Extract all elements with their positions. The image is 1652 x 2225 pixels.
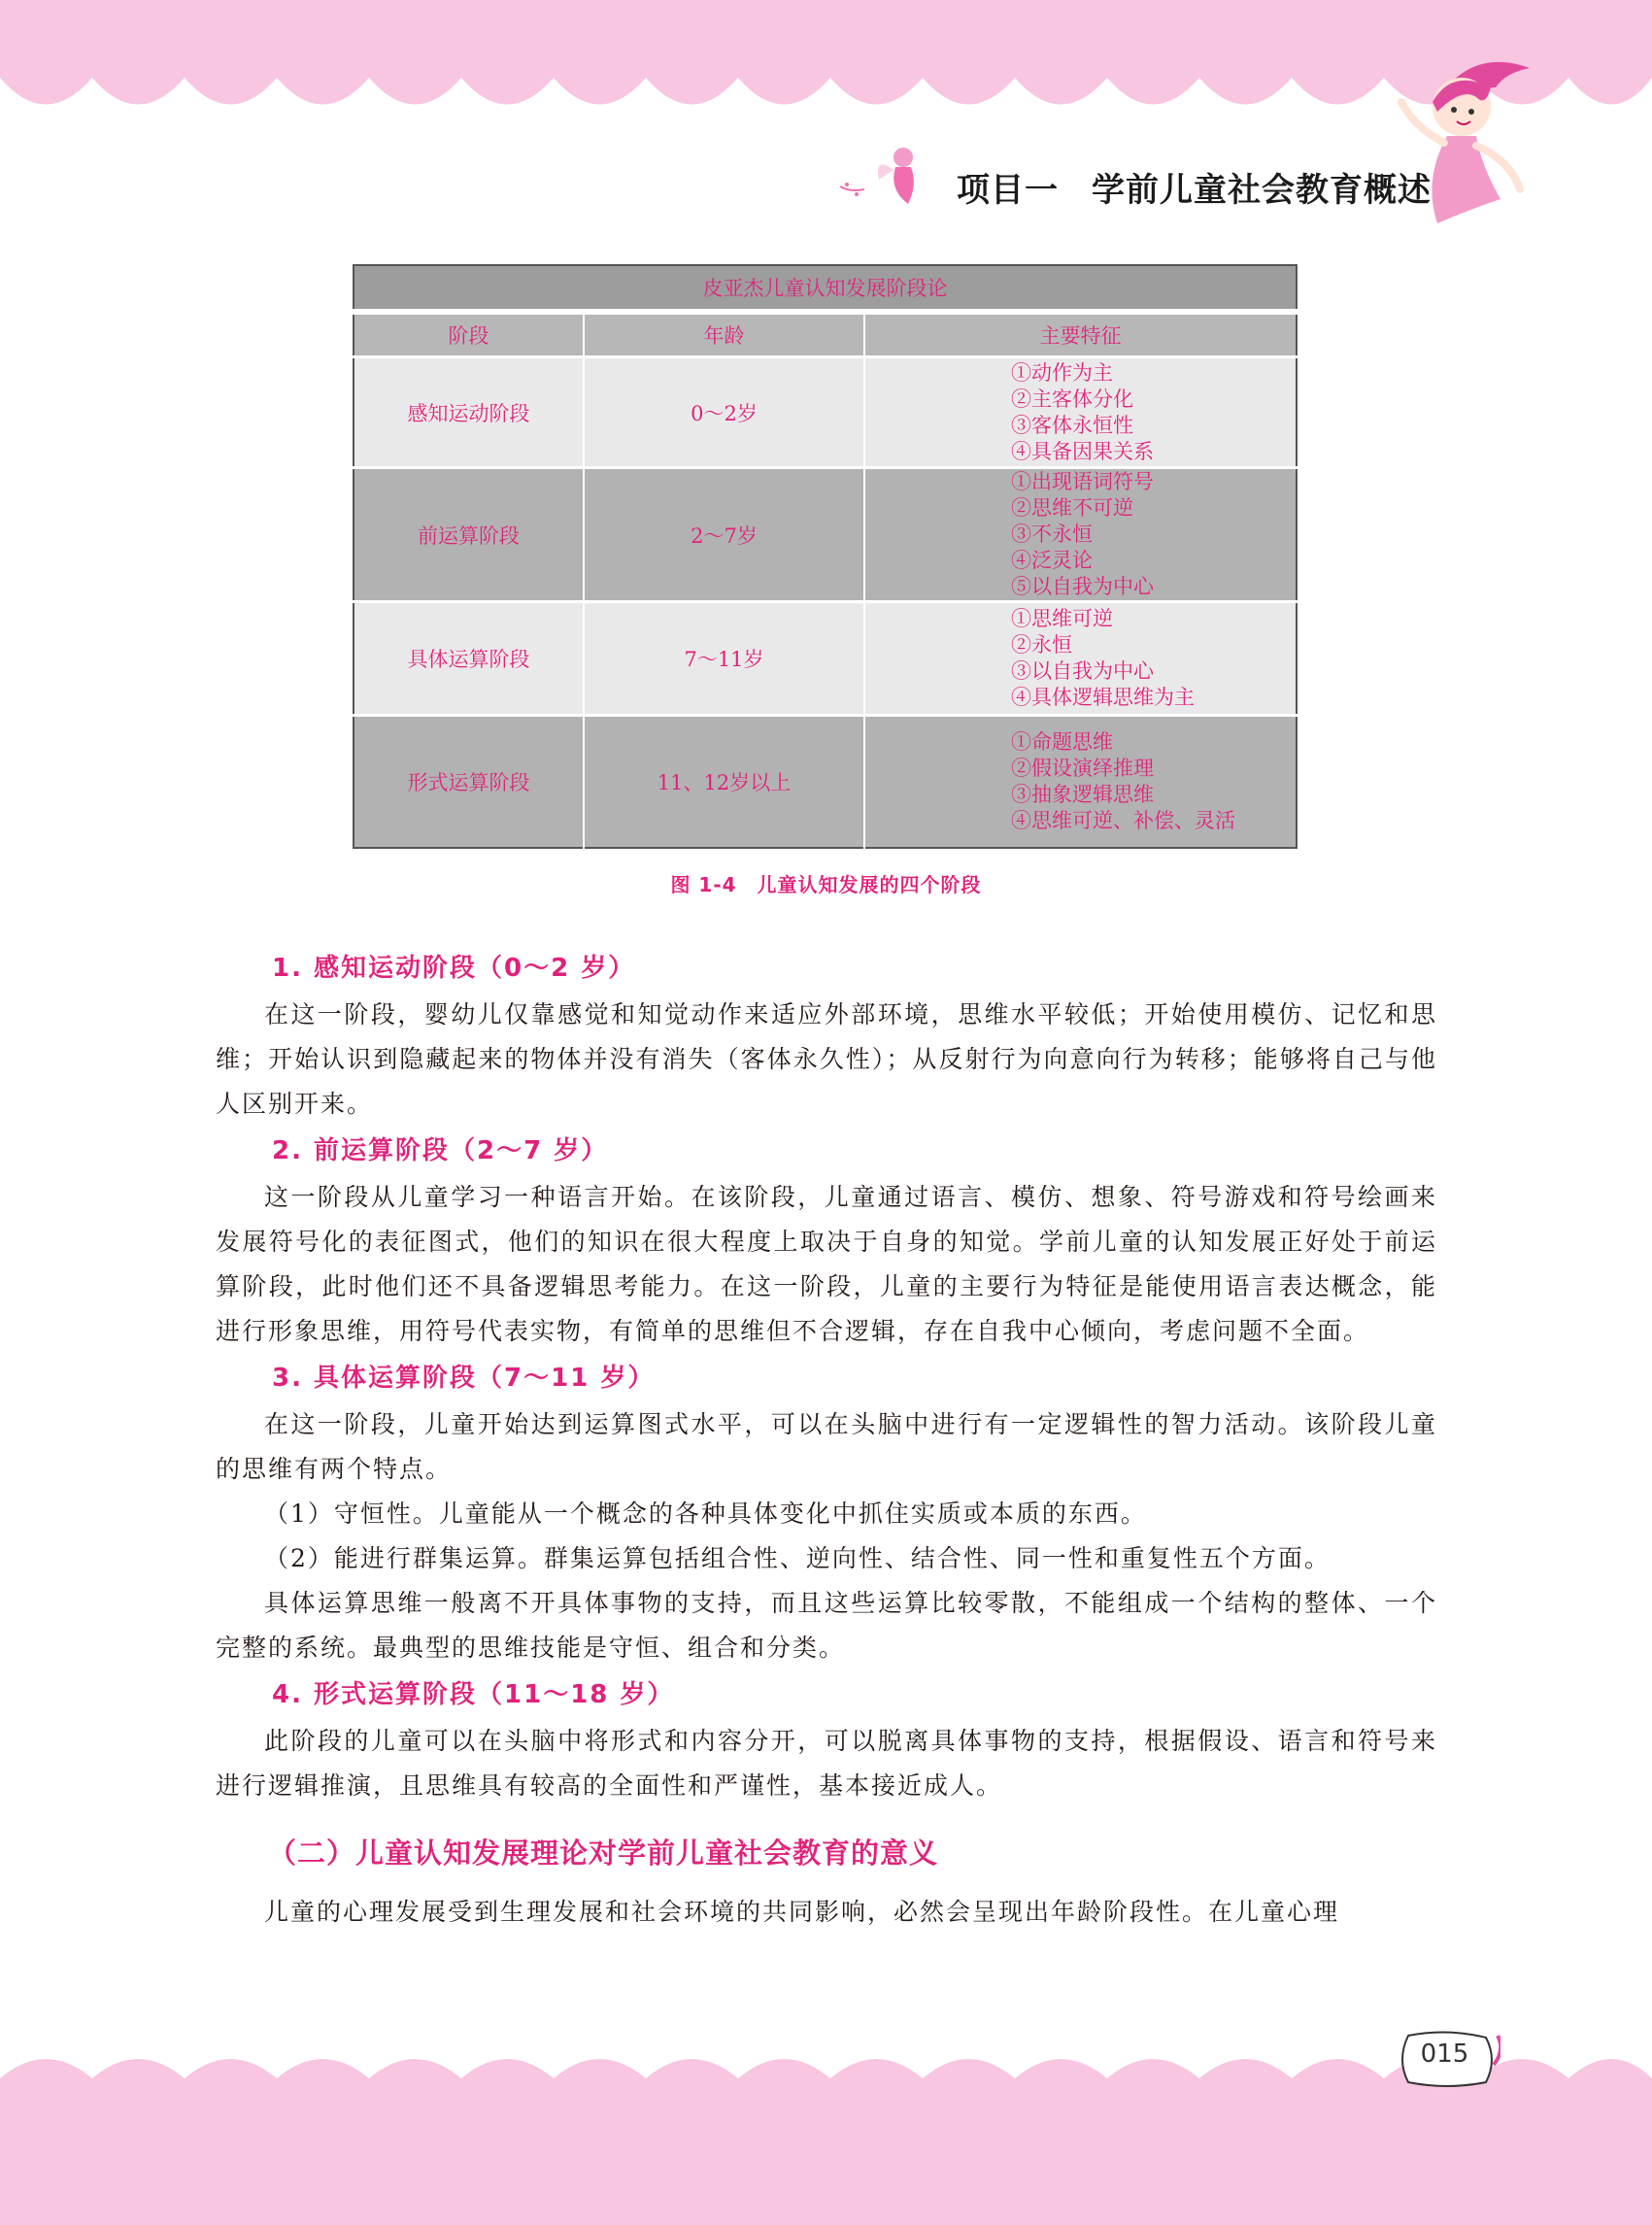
feature-item: ②假设演绎推理 [1011,756,1154,780]
paragraph: 在这一阶段，婴幼儿仅靠感觉和知觉动作来适应外部环境，思维水平较低；开始使用模仿、记忆和思维；开始认识到隐藏起来的物体并没有消失（客体永久性）；从反射行为向意向行为转移；能够将自己与他人区别开来。 [216,1000,1437,1118]
running-header [957,163,1432,211]
feature-item: ②思维不可逆 [1011,496,1133,520]
table-row [354,716,1297,848]
feature-item: ①思维可逆 [1011,607,1113,630]
feature-item: ②主客体分化 [1011,387,1133,411]
header-chapter-title: 学前儿童社会教育概述 [1092,171,1432,210]
age-cell: 2～7岁 [584,468,864,602]
body-text [216,944,1437,1935]
stage-cell: 前运算阶段 [354,468,584,602]
features-cell [864,357,1297,468]
section-heading: 4. 形式运算阶段（11～18 岁） [272,1680,675,1709]
table-row [354,468,1297,602]
part-heading: （二）儿童认知发展理论对学前儿童社会教育的意义 [268,1837,939,1870]
age-cell: 7～11岁 [584,602,864,716]
feature-item: ③客体永恒性 [1011,413,1133,437]
age-cell: 0～2岁 [584,357,864,468]
feature-item: ④具体逻辑思维为主 [1011,686,1195,709]
feature-item: ①出现语词符号 [1011,470,1154,493]
table-row [354,602,1297,716]
feature-item: ③不永恒 [1011,523,1093,546]
stage-cell: 具体运算阶段 [354,602,584,716]
table-caption: 皮亚杰儿童认知发展阶段论 [354,265,1297,312]
figure-caption: 图 1-4 儿童认知发展的四个阶段 [670,873,982,896]
header-project: 项目一 [957,171,1059,210]
paragraph: 这一阶段从儿童学习一种语言开始。在该阶段，儿童通过语言、模仿、想象、符号游戏和符号绘画来发展符号化的表征图式，他们的知识在很大程度上取决于自身的知觉。学前儿童的认知发展正好处于前运算阶段，此时他们还不具备逻辑思考能力。在这一阶段，儿童的主要行为特征是能使用语言表达概念，能进行形象思维，用符号代表实物，有简单的思维但不合逻辑，存在自我中心倾向，考虑问题不全面。 [216,1183,1437,1345]
paragraph: 具体运算思维一般离不开具体事物的支持，而且这些运算比较零散，不能组成一个结构的整体、一个完整的系统。最典型的思维技能是守恒、组合和分类。 [216,1589,1437,1662]
piaget-stages-table [353,264,1298,849]
feature-item: ①命题思维 [1011,729,1113,754]
table-header-features: 主要特征 [864,312,1297,357]
section-heading: 1. 感知运动阶段（0～2 岁） [272,954,636,983]
page-number: 015 [1420,2040,1469,2069]
section-heading: 2. 前运算阶段（2～7 岁） [272,1136,609,1165]
features-cell [864,468,1297,602]
features-cell [864,602,1297,716]
feature-item: ⑤以自我为中心 [1011,575,1154,598]
section-heading: 3. 具体运算阶段（7～11 岁） [272,1364,656,1393]
paragraph: 儿童的心理发展受到生理发展和社会环境的共同影响，必然会呈现出年龄阶段性。在儿童心理 [264,1898,1340,1926]
feature-item: ④泛灵论 [1011,549,1093,572]
stage-cell: 感知运动阶段 [354,357,584,468]
features-cell [864,716,1297,848]
feature-item: ①动作为主 [1011,360,1113,385]
table-header-stage: 阶段 [354,312,584,357]
paragraph: （1）守恒性。儿童能从一个概念的各种具体变化中抓住实质或本质的东西。 [264,1500,1147,1528]
paragraph: 在这一阶段，儿童开始达到运算图式水平，可以在头脑中进行有一定逻辑性的智力活动。该阶段儿童的思维有两个特点。 [216,1410,1437,1483]
page-number-badge [1389,2026,1500,2094]
bottom-pink-band [0,2089,1652,2225]
table-row [354,357,1297,468]
feature-item: ③抽象逻辑思维 [1011,782,1154,806]
paragraph: （2）能进行群集运算。群集运算包括组合性、逆向性、结合性、同一性和重复性五个方面。 [264,1544,1331,1572]
stage-cell: 形式运算阶段 [354,716,584,848]
table-header-age: 年龄 [584,312,864,357]
paragraph: 此阶段的儿童可以在头脑中将形式和内容分开，可以脱离具体事物的支持，根据假设、语言和符号来进行逻辑推演，且思维具有较高的全面性和严谨性，基本接近成人。 [216,1727,1437,1800]
small-fairy-icon [835,136,952,214]
feature-item: ③以自我为中心 [1011,659,1154,683]
feature-item: ④具备因果关系 [1011,439,1154,463]
feature-item: ②永恒 [1011,633,1072,657]
age-cell: 11、12岁以上 [584,716,864,848]
feature-item: ④思维可逆、补偿、灵活 [1011,808,1235,832]
